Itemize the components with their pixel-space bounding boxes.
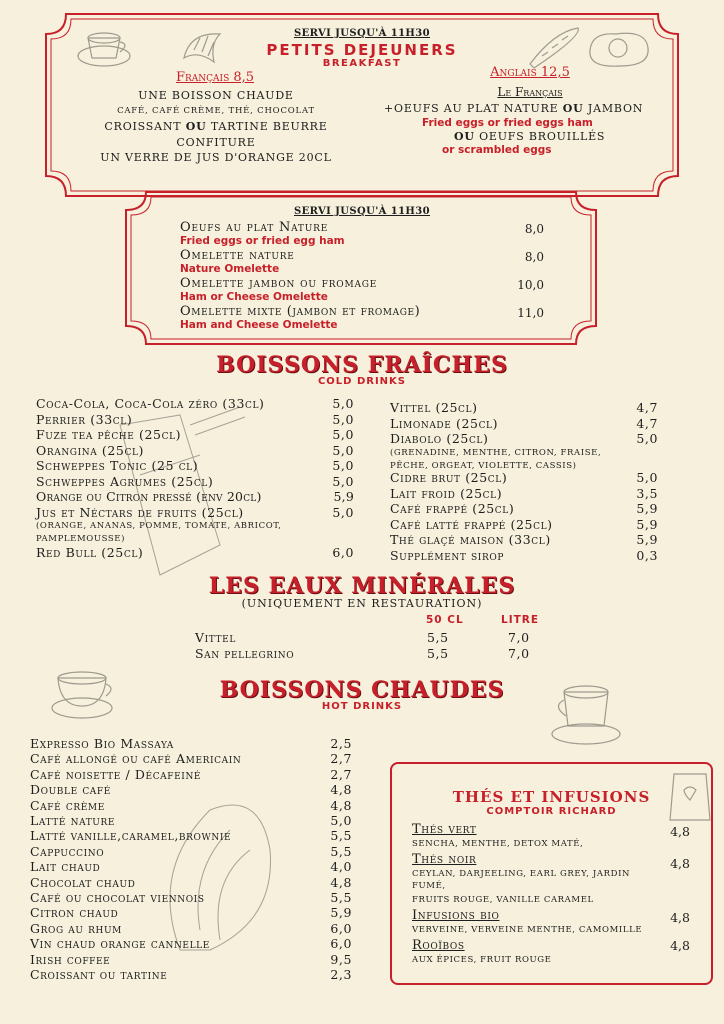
teas-subtitle: COMPTOIR RICHARD (486, 806, 617, 817)
breakfast-served-until: SERVI JUSQU'À 11H30 (293, 28, 430, 39)
english-breakfast-label: Le Français (497, 85, 563, 99)
drink-row: Café latté frappé (25cl) 5,9 (390, 516, 658, 532)
tea-item (412, 822, 690, 849)
egg-item-en: Fried eggs or fried egg ham (180, 235, 345, 247)
english-line-scrambled: OU OEUFS BROUILLÉS (454, 130, 606, 143)
tea-item-price: 4,8 (670, 938, 690, 953)
tea-item-desc: SENCHA, MENTHE, DETOX MATÉ, (412, 839, 584, 849)
hot-drink-row: Expresso Bio Massaya 2,5 (30, 736, 352, 751)
tea-item-price: 4,8 (670, 856, 690, 871)
drink-row: Diabolo (25cl) 5,0 (390, 431, 658, 446)
drink-row: Red Bull (25cl) 6,0 (36, 545, 354, 560)
tea-item-desc: CEYLAN, DARJEELING, EARL GREY, JARDIN (412, 869, 631, 879)
french-line-juice: UN VERRE DE JUS D'ORANGE 20CL (100, 151, 332, 164)
eggs-list (180, 220, 550, 332)
breakfast-subtitle: BREAKFAST (322, 58, 402, 69)
hot-drinks-title: BOISSONS CHAUDES (219, 677, 505, 703)
waters-subtitle: (UNIQUEMENT EN RESTAURATION) (241, 597, 483, 610)
french-line-drink-options: CAFÉ, CAFÉ CRÈME, THÉ, CHOCOLAT (117, 105, 315, 116)
egg-item-en: Nature Omelette (180, 263, 280, 275)
tea-item-desc-2: FUMÉ, (412, 881, 446, 891)
teas-box (390, 762, 713, 985)
drink-row: Café frappé (25cl) 5,9 (390, 501, 658, 516)
french-breakfast-heading: Français 8,5 (175, 70, 255, 85)
hot-drink-row: Latté vanille,caramel,brownie 5,5 (30, 828, 352, 844)
drink-row: Limonade (25cl) 4,7 (390, 415, 658, 431)
hot-drink-row: Cappuccino 5,5 (30, 843, 352, 859)
english-line-eggs-en: Fried eggs or fried eggs ham (422, 117, 593, 129)
teas-title: THÉS ET INFUSIONS (452, 788, 651, 806)
water-row: San pellegrino 5,5 7,0 (195, 646, 530, 661)
tea-item-name: Rooïbos (412, 938, 465, 953)
french-breakfast-lines (70, 88, 362, 166)
juice-flavors-note: (ORANGE, ANANAS, POMME, TOMATE, ABRICOT, PAMPLEMOUSSE) (36, 521, 282, 544)
eggs-served-until: SERVI JUSQU'À 11H30 (293, 206, 430, 217)
drink-row: Thé glaçé maison (33cl) 5,9 (390, 532, 658, 547)
breakfast-title: PETITS DEJEUNERS (266, 41, 458, 59)
drink-row: Orange ou Citron pressé (env 20cl) 5,9 (36, 489, 354, 504)
drink-row: Lait froid (25cl) 3,5 (390, 485, 658, 501)
tea-item (412, 852, 690, 905)
tea-item-desc: VERVEINE, VERVEINE MENTHE, CAMOMILLE (412, 925, 643, 935)
egg-item-price: 8,0 (524, 222, 544, 236)
hot-drink-row: Vin chaud orange cannelle 6,0 (30, 936, 352, 952)
english-line-eggs: +OEUFS AU PLAT NATURE OU JAMBON (384, 102, 644, 115)
hot-drink-row: Chocolat chaud 4,8 (30, 874, 352, 890)
waters-col-litre: LITRE (501, 614, 540, 626)
drink-row: Cidre brut (25cl) 5,0 (390, 470, 658, 485)
hot-drink-row: Lait chaud 4,0 (30, 859, 352, 875)
hot-drink-row: Irish coffee 9,5 (30, 951, 352, 967)
waters-title: LES EAUX MINÉRALES (208, 573, 516, 599)
egg-item-name: Omelette mixte (jambon et fromage) (180, 304, 421, 319)
drink-row: Vittel (25cl) 4,7 (390, 400, 658, 415)
french-line-croissant: CROISSANT OU TARTINE BEURRE (104, 120, 328, 133)
english-line-scrambled-en: or scrambled eggs (442, 144, 552, 156)
hot-drink-row: Citron chaud 5,9 (30, 905, 352, 921)
hot-drink-row: Latté nature 5,0 (30, 813, 352, 828)
hot-drink-row: Croissant ou tartine 2,3 (30, 967, 352, 982)
egg-item-price: 10,0 (517, 278, 544, 292)
diabolo-flavors-note: (GRENADINE, MENTHE, CITRON, FRAISE, PÊCHE, ORGEAT, VIOLETTE, CASSIS) (390, 448, 602, 471)
drink-row: Orangina (25cl) 5,0 (36, 442, 354, 458)
cold-drinks-subtitle: COLD DRINKS (317, 376, 407, 387)
egg-item-en: Ham or Cheese Omelette (180, 291, 328, 303)
egg-item (180, 276, 550, 304)
tea-item-name: Thés noir (412, 852, 477, 867)
egg-item-name: Oeufs au plat Nature (180, 220, 329, 235)
english-breakfast-heading: Anglais 12,5 (490, 65, 570, 80)
drink-row: Fuze tea pêche (25cl) 5,0 (36, 427, 354, 442)
drink-row: Jus et Néctars de fruits (25cl) 5,0 (36, 504, 354, 520)
egg-item-name: Omelette nature (180, 248, 295, 263)
egg-item-name: Omelette jambon ou fromage (180, 276, 378, 291)
tea-item-name: Infusions bio (412, 908, 500, 923)
egg-item-en: Ham and Cheese Omelette (180, 319, 338, 331)
french-line-jam: CONFITURE (176, 135, 256, 149)
hot-drink-row: Grog au rhum 6,0 (30, 920, 352, 936)
egg-item (180, 220, 550, 248)
cold-drinks-title: BOISSONS FRAÎCHES (216, 352, 508, 378)
tea-item-desc-3: FRUITS ROUGE, VANILLE CARAMEL (412, 895, 594, 905)
drink-row: Supplément sirop 0,3 (390, 547, 658, 563)
drink-row: Perrier (33cl) 5,0 (36, 411, 354, 427)
drink-row: Schweppes Agrumes (25cl) 5,0 (36, 473, 354, 489)
drink-row: Schweppes Tonic (25 cl) 5,0 (36, 458, 354, 473)
french-line-hot-drink: UNE BOISSON CHAUDE (138, 89, 294, 102)
tea-item-price: 4,8 (670, 824, 690, 839)
egg-item (180, 304, 550, 332)
egg-item-price: 8,0 (524, 250, 544, 264)
water-row: Vittel 5,5 7,0 (195, 630, 530, 645)
waters-col-50cl: 50 CL (426, 614, 464, 626)
egg-item (180, 248, 550, 276)
hot-drink-row: Double café 4,8 (30, 782, 352, 798)
tea-item-price: 4,8 (670, 910, 690, 925)
tea-item-desc: AUX ÉPICES, FRUIT ROUGE (412, 955, 552, 965)
tea-item-name: Thés vert (412, 822, 477, 837)
tea-item (412, 938, 690, 965)
egg-item-price: 11,0 (517, 306, 544, 320)
hot-drink-row: Café allongé ou café Americain 2,7 (30, 751, 352, 767)
hot-drink-row: Café crème 4,8 (30, 797, 352, 813)
drink-row: Coca-Cola, Coca-Cola zéro (33cl) 5,0 (36, 396, 354, 411)
hot-drink-row: Café noisette / Décafeiné 2,7 (30, 766, 352, 782)
hot-drinks-subtitle: HOT DRINKS (321, 701, 403, 712)
tea-item (412, 908, 690, 935)
hot-drink-row: Café ou chocolat viennois 5,5 (30, 890, 352, 905)
